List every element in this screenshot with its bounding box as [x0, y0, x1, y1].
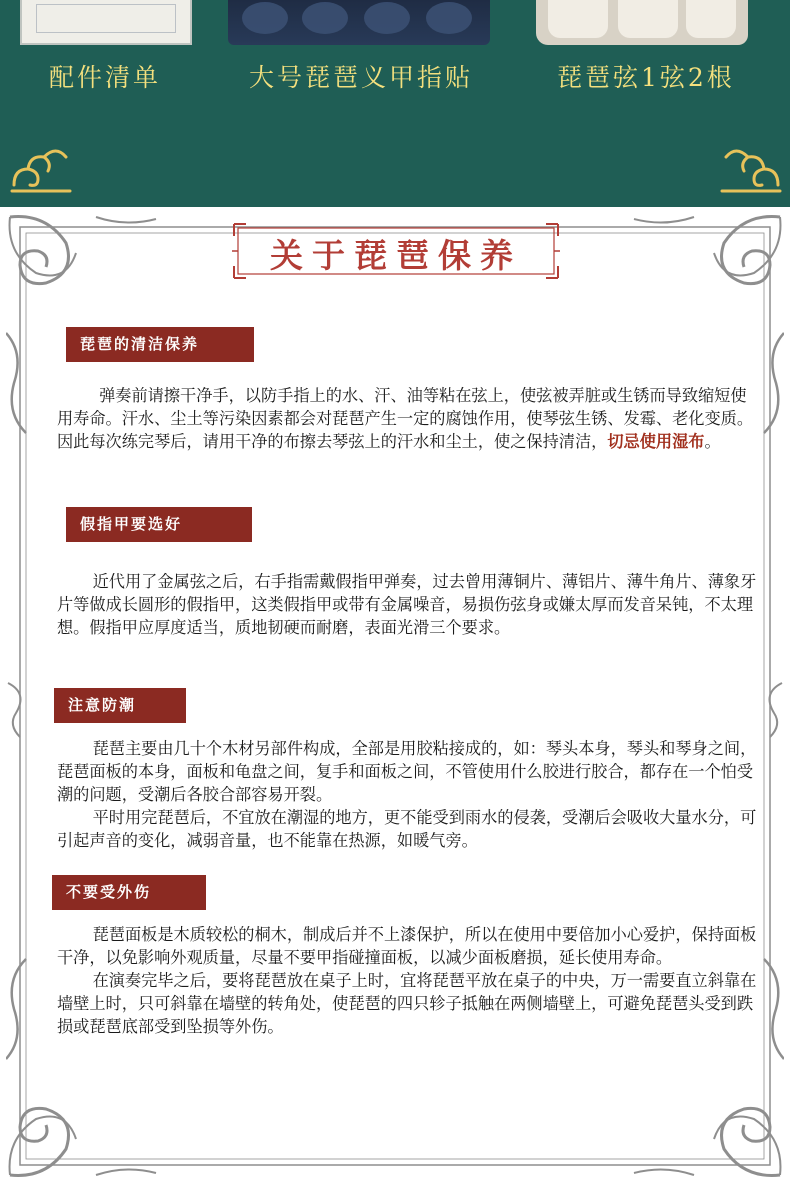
tag-cleaning: 琵琶的清洁保养 — [66, 327, 254, 362]
section-title: 关于琵琶保养 — [270, 236, 522, 275]
tag-moisture: 注意防潮 — [54, 688, 186, 723]
emphasis-text: 切忌使用湿布 — [607, 432, 705, 451]
accessory-list-card-image — [20, 0, 192, 45]
nail-picks-tray-image — [228, 0, 490, 45]
accessories-banner — [0, 0, 790, 207]
strings-pack-image — [536, 0, 748, 45]
auspicious-cloud-icon — [8, 133, 74, 195]
damage-text: 琵琶面板是木质较松的桐木，制成后并不上漆保护，所以在使用中要倍加小心爱护，保持面板干净，以免影响外观质量，尽量不要甲指碰撞面板，以减少面板磨损，延长使用寿命。 在演奏完毕之后，要将琵琶放在桌子上时，宜将琵琶平放在桌子的中央，万一需要直立斜靠在墙壁上时，只可斜靠在墙壁的转角处，使琵琶的四只轸子抵触在两侧墙壁上，可避免琵琶头受到跌损或琵琶底部受到坠损等外伤。 — [57, 925, 757, 1036]
fake-nails-text: 近代用了金属弦之后，右手指需戴假指甲弹奏，过去曾用薄铜片、薄铝片、薄牛角片、薄象牙片等做成长圆形的假指甲，这类假指甲或带有金属噪音，易损伤弦身或嫌太厚而发音呆钝，不太理想。假指甲应厚度适当，质地韧硬而耐磨，表面光滑三个要求。 — [57, 572, 757, 637]
banner-caption: 大号琵琶义甲指贴 — [249, 63, 474, 92]
moisture-text: 琵琶主要由几十个木材另部件构成，全部是用胶粘接成的，如：琴头本身，琴头和琴身之间，琵琶面板的本身，面板和龟盘之间，复手和面板之间，不管使用什么胶进行胶合，都存在一个怕受潮的问题，受潮后各胶合部容易开裂。 平时用完琵琶后，不宜放在潮湿的地方，更不能受到雨水的侵袭，受潮后会吸收大量水分，可引起声音的变化，减弱音量，也不能靠在热源，如暖气旁。 — [57, 739, 757, 850]
banner-caption: 琵琶弦1弦2根 — [557, 63, 735, 92]
auspicious-cloud-icon — [718, 133, 784, 195]
tag-fake-nails: 假指甲要选好 — [66, 507, 252, 542]
tag-damage: 不要受外伤 — [52, 875, 206, 910]
banner-caption: 配件清单 — [49, 63, 162, 92]
cleaning-text: 弹奏前请擦干净手，以防手指上的水、汗、油等粘在弦上，使弦被弄脏或生锈而导致缩短使用寿命。汗水、尘土等污染因素都会对琵琶产生一定的腐蚀作用，使琴弦生锈、发霉、老化变质。因此每次练完琴后，请用干净的布擦去琴弦上的汗水和尘土，使之保持清洁，切忌使用湿布。 — [57, 386, 754, 451]
